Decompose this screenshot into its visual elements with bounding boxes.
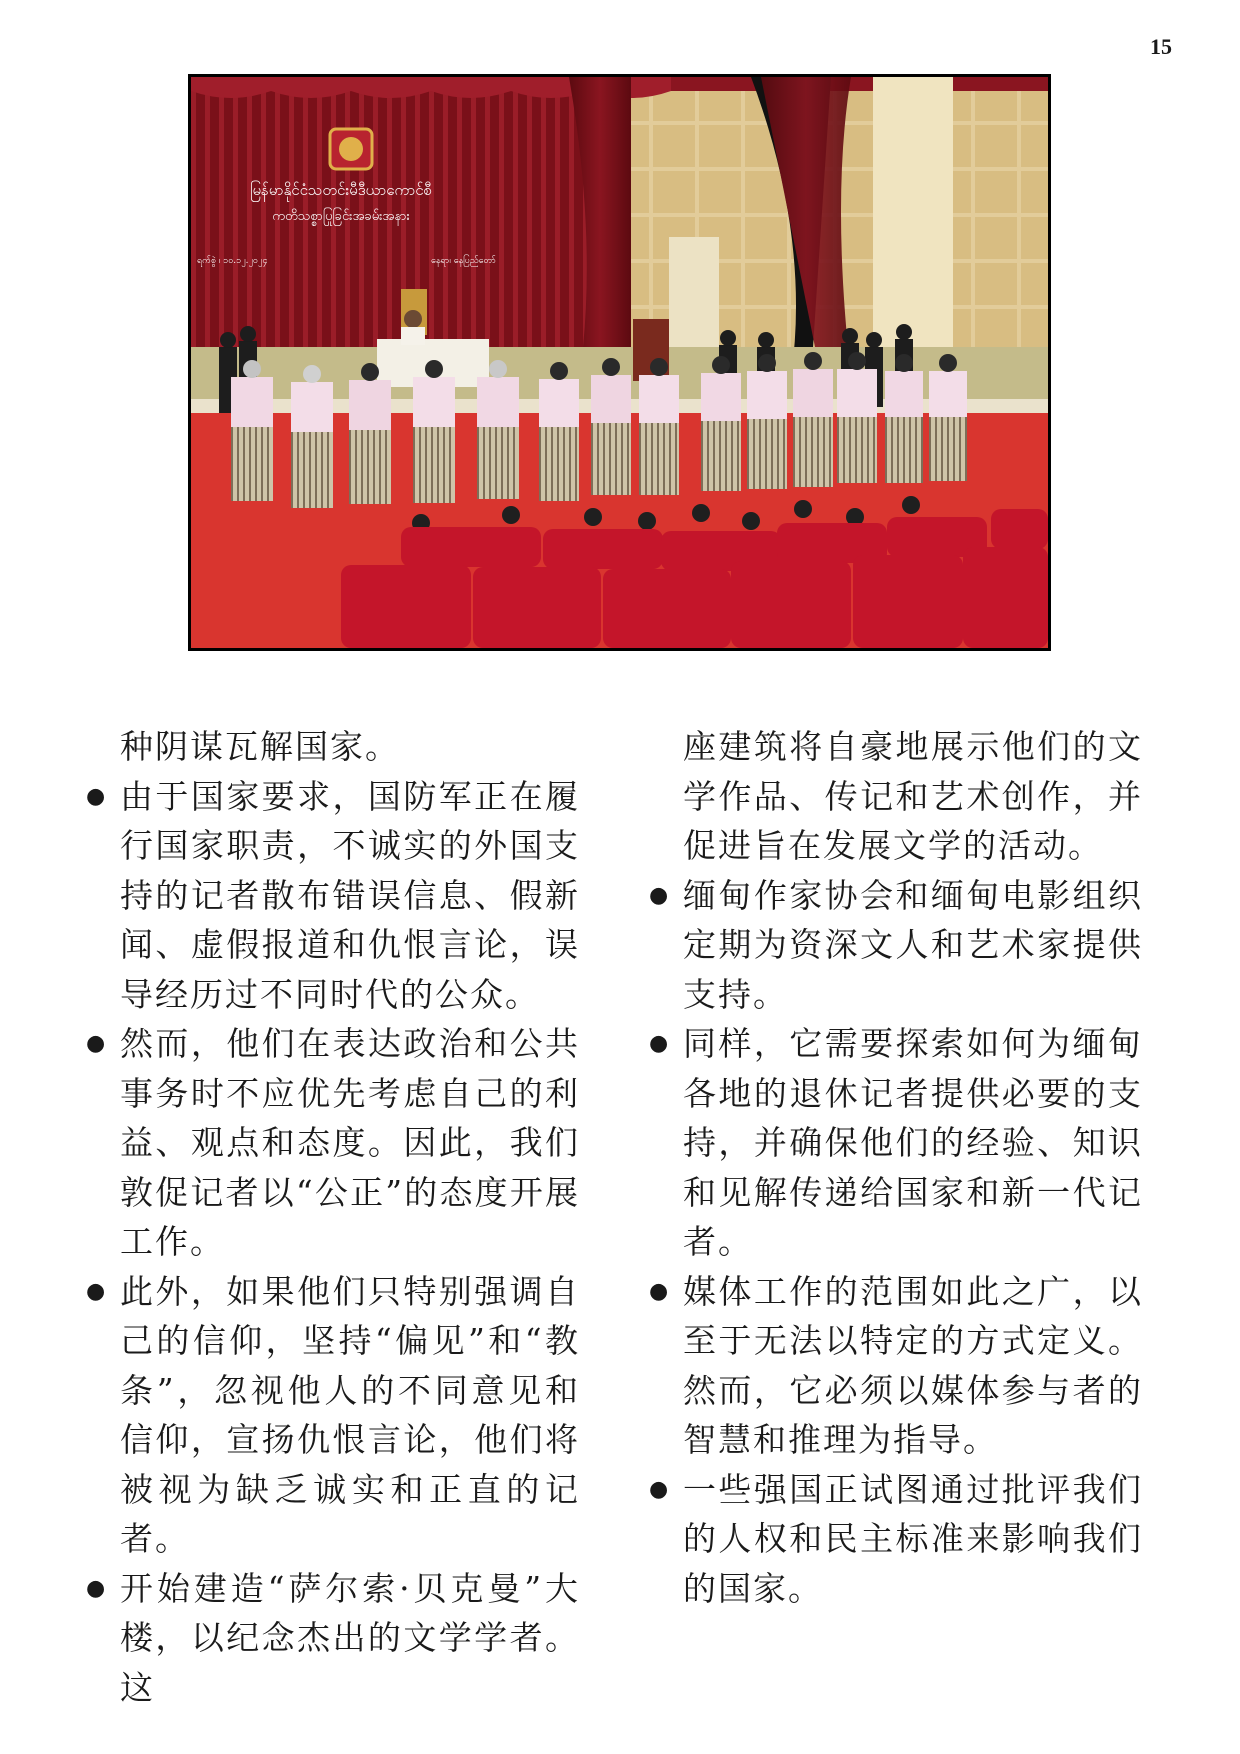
bullet-icon: ● <box>649 1278 671 1304</box>
banner-subtitle: ကတိသစ္စာပြုခြင်းအခမ်းအနား <box>272 209 410 224</box>
bullet-icon: ● <box>86 783 108 809</box>
bullet-item: ● 缅甸作家协会和缅甸电影组织定期为资深文人和艺术家提供支持。 <box>643 871 1143 1020</box>
paragraph: 座建筑将自豪地展示他们的文学作品、传记和艺术创作，并促进旨在发展文学的活动。 <box>683 727 1143 865</box>
bullet-item: ● 由于国家要求，国防军正在履行国家职责，不诚实的外国支持的记者散布错误信息、假新闻、虚假报道和仇恨言论，误导经历过不同时代的公众。 <box>80 772 580 1020</box>
bullet-item: ● 此外，如果他们只特别强调自己的信仰，坚持“偏见”和“教条”，忽视他人的不同意见和信仰，宣扬仇恨言论，他们将被视为缺乏诚实和正直的记者。 <box>80 1267 580 1564</box>
bullet-item: ● 同样，它需要探索如何为缅甸各地的退休记者提供必要的支持，并确保他们的经验、知识和见解传递给国家和新一代记者。 <box>643 1019 1143 1267</box>
bullet-icon: ● <box>649 1476 671 1502</box>
banner-title: မြန်မာနိုင်ငံသတင်းမီဒီယာကောင်စီ <box>249 181 433 199</box>
banner-date: ရက်စွဲ ၊ ၁၀.၁၂.၂၀၂၄ <box>197 256 268 266</box>
bullet-icon: ● <box>86 1278 108 1304</box>
bullet-item: ● 一些强国正试图通过批评我们的人权和民主标准来影响我们的国家。 <box>643 1465 1143 1614</box>
left-column <box>80 722 580 1712</box>
bullet-icon: ● <box>649 882 671 908</box>
bullet-item: ● 然而，他们在表达政治和公共事务时不应优先考虑自己的利益、观点和态度。因此，我们敦促记者以“公正”的态度开展工作。 <box>80 1019 580 1267</box>
bullet-item: ● 开始建造“萨尔索·贝克曼”大楼，以纪念杰出的文学学者。这 <box>80 1564 580 1713</box>
page-number: 15 <box>1150 34 1172 59</box>
bullet-icon: ● <box>649 1031 671 1056</box>
banner-place: နေရာ၊ နေပြည်တော် <box>431 256 496 266</box>
paragraph: 种阴谋瓦解国家。 <box>120 727 400 766</box>
bullet-icon: ● <box>86 1031 108 1056</box>
right-column <box>643 722 1143 1613</box>
ceremony-photo <box>188 74 1051 651</box>
bullet-item: ● 媒体工作的范围如此之广，以至于无法以特定的方式定义。然而，它必须以媒体参与者的智慧和推理为指导。 <box>643 1267 1143 1465</box>
bullet-icon: ● <box>86 1575 108 1601</box>
